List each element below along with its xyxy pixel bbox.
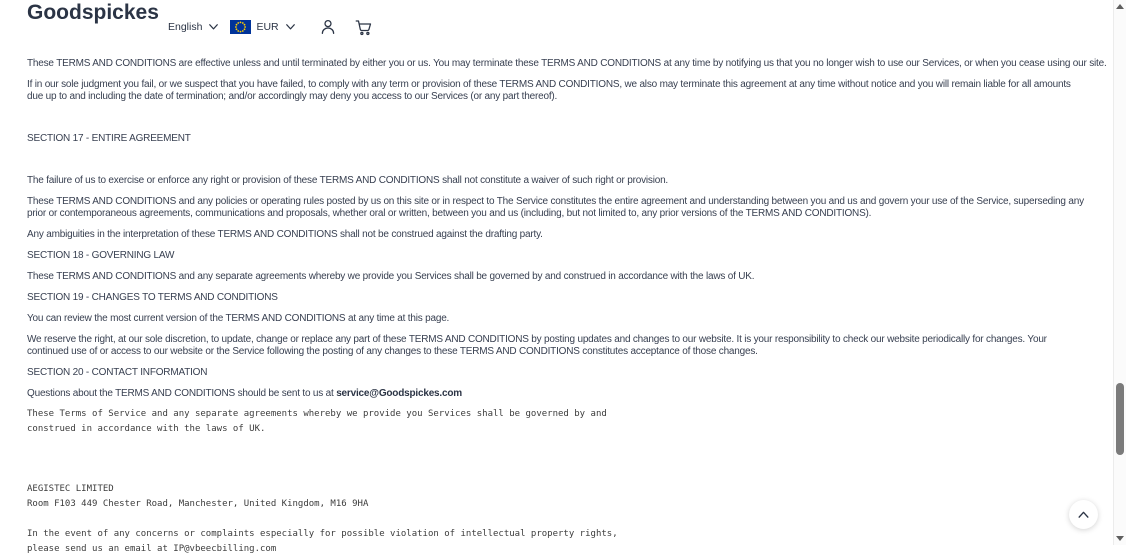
terms-paragraph: Any ambiguities in the interpretation of these TERMS AND CONDITIONS shall not be construed against the drafting party.	[27, 229, 543, 240]
terms-paragraph: The failure of us to exercise or enforce any right or provision of these TERMS AND CONDITIONS shall not constitute a waiver of such right or provision.	[27, 175, 669, 186]
company-name: AEGISTEC LIMITED	[27, 484, 114, 494]
chevron-up-icon	[1078, 511, 1089, 518]
paragraph-spacer	[27, 112, 1089, 124]
terms-paragraph: You can review the most current version of the TERMS AND CONDITIONS at any time at this page.	[27, 313, 450, 324]
section-20-heading: SECTION 20 - CONTACT INFORMATION	[27, 367, 208, 378]
blank-line	[27, 512, 1089, 527]
governing-law-line: These Terms of Service and any separate agreements whereby we provide you Services shall be governed by and	[27, 409, 607, 419]
section-17-heading: SECTION 17 - ENTIRE AGREEMENT	[27, 133, 191, 144]
vertical-scrollbar[interactable]	[1113, 0, 1126, 545]
blank-line	[27, 467, 1089, 482]
ip-notice-line: please send us an email at IP@vbeecbilling.com	[27, 544, 277, 554]
currency-selector[interactable]	[256, 21, 294, 33]
ip-notice-line: In the event of any concerns or complaints especially for possible violation of intellectual property rights,	[27, 529, 618, 539]
scrollbar-thumb[interactable]	[1116, 383, 1124, 455]
legal-monospace-block	[27, 407, 1089, 557]
contact-email: service@Goodspickes.com	[336, 388, 462, 399]
terms-content	[27, 52, 1107, 557]
terms-paragraph: We reserve the right, at our sole discretion, to update, change or replace any part of these TERMS AND CONDITIONS by posting updates and changes to our website. It is your responsibility to check our website periodically for changes. Your continued use of or access to our website or the Service following the posting of any changes to these TERMS AND CONDITIONS constitutes acceptance of those changes.	[27, 334, 1047, 357]
terms-paragraph: These TERMS AND CONDITIONS are effective unless and until terminated by either you or us. You may terminate these TERMS AND CONDITIONS at any time by notifying us that you no longer wish to use our Services, or when you cease using our site.	[27, 58, 1107, 69]
company-address: Room F103 449 Chester Road, Manchester, United Kingdom, M16 9HA	[27, 499, 369, 509]
site-header	[0, 0, 1126, 52]
person-icon	[319, 18, 337, 36]
governing-law-line: construed in accordance with the laws of UK.	[27, 424, 266, 434]
blank-line	[27, 437, 1089, 452]
blank-line	[27, 452, 1089, 467]
terms-paragraph: These TERMS AND CONDITIONS and any policies or operating rules posted by us on this site or in respect to The Service constitutes the entire agreement and understanding between you and us and govern your use of the Service, superseding any prior or contemporaneous agreements, communications and proposals, whether oral or written, between you and us (including, but not limited to, any prior versions of the TERMS AND CONDITIONS).	[27, 196, 1084, 219]
section-18-heading: SECTION 18 - GOVERNING LAW	[27, 250, 175, 261]
shopping-cart-icon	[354, 18, 372, 36]
account-button[interactable]	[319, 18, 337, 36]
terms-paragraph: These TERMS AND CONDITIONS and any separate agreements whereby we provide you Services shall be governed by and construed in accordance with the laws of UK.	[27, 271, 755, 282]
language-selector-label: English	[168, 21, 203, 33]
site-logo[interactable]: Goodspickes	[27, 1, 159, 24]
currency-selector-label: EUR	[256, 21, 279, 33]
chevron-down-icon	[286, 24, 295, 30]
language-selector[interactable]	[168, 21, 218, 33]
back-to-top-button[interactable]	[1069, 500, 1098, 529]
cart-button[interactable]	[354, 18, 372, 36]
terms-paragraph: If in our sole judgment you fail, or we suspect that you have failed, to comply with any term or provision of these TERMS AND CONDITIONS, we also may terminate this agreement at any time without notice and you will remain liable for all amounts due up to and including the date of termination; and/or accordingly may deny you access to our Services (or any part thereof).	[27, 79, 1071, 102]
eu-flag-icon	[230, 20, 251, 34]
section-19-heading: SECTION 19 - CHANGES TO TERMS AND CONDITIONS	[27, 292, 278, 303]
contact-line	[27, 388, 1089, 400]
contact-line-text: Questions about the TERMS AND CONDITIONS should be sent to us at	[27, 388, 337, 399]
triangle-up-icon[interactable]	[1116, 4, 1124, 9]
triangle-down-icon[interactable]	[1116, 536, 1124, 541]
chevron-down-icon	[209, 24, 218, 30]
header-controls	[168, 16, 372, 38]
paragraph-spacer	[27, 154, 1089, 166]
